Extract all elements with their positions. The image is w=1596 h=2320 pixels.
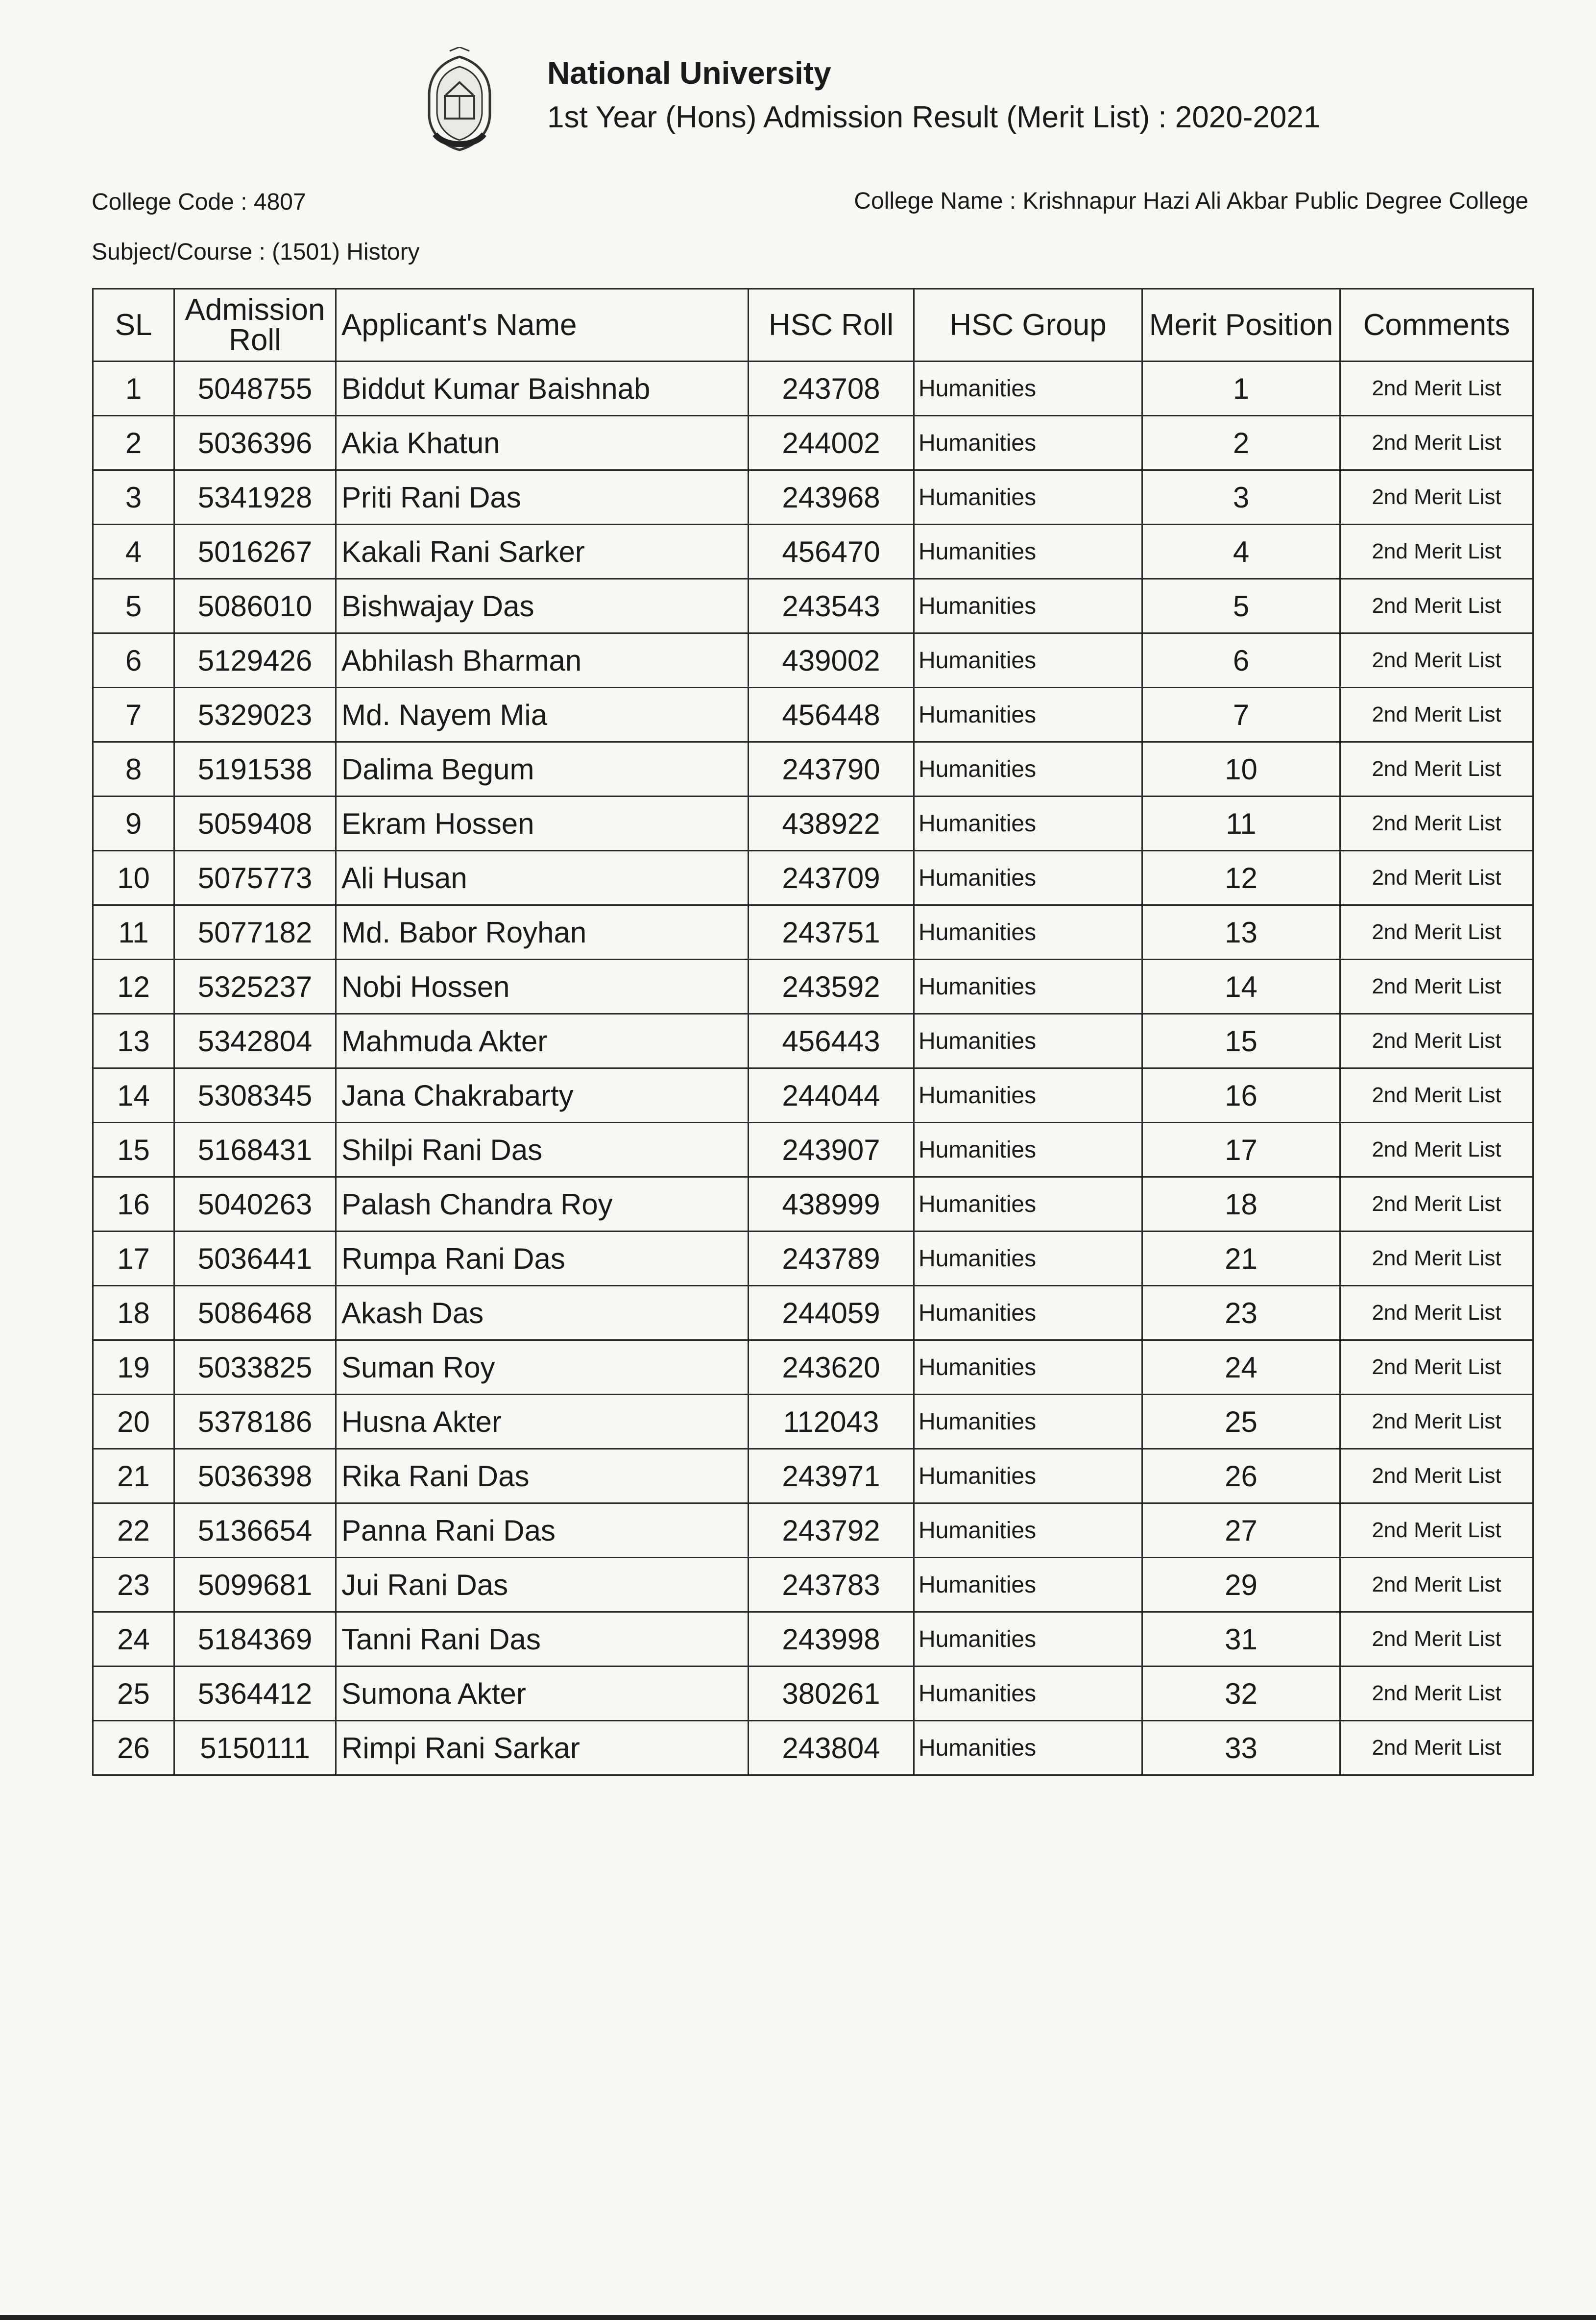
cell-merit-position: 4 <box>1142 525 1340 579</box>
cell-applicant-name: Sumona Akter <box>336 1667 749 1721</box>
cell-comments: 2nd Merit List <box>1340 1612 1533 1667</box>
table-row <box>93 1449 1533 1503</box>
cell-hsc-group: Humanities <box>914 851 1142 905</box>
table-row <box>93 1503 1533 1558</box>
cell-hsc-roll: 243789 <box>749 1232 914 1286</box>
cell-admission-roll: 5325237 <box>174 960 336 1014</box>
cell-hsc-group: Humanities <box>914 1123 1142 1177</box>
cell-admission-roll: 5036441 <box>174 1232 336 1286</box>
college-name: College Name : Krishnapur Hazi Ali Akbar Public Degree College <box>854 188 1528 214</box>
subject-course: Subject/Course : (1501) History <box>92 239 420 265</box>
cell-comments: 2nd Merit List <box>1340 960 1533 1014</box>
cell-sl: 20 <box>93 1395 174 1449</box>
cell-admission-roll: 5036398 <box>174 1449 336 1503</box>
cell-hsc-roll: 243804 <box>749 1721 914 1775</box>
cell-comments: 2nd Merit List <box>1340 1395 1533 1449</box>
merit-list-table <box>92 288 1534 1776</box>
cell-comments: 2nd Merit List <box>1340 1177 1533 1232</box>
cell-merit-position: 13 <box>1142 905 1340 960</box>
table-header-row <box>93 289 1533 362</box>
table-row <box>93 525 1533 579</box>
table-row <box>93 1177 1533 1232</box>
cell-sl: 23 <box>93 1558 174 1612</box>
cell-applicant-name: Nobi Hossen <box>336 960 749 1014</box>
cell-comments: 2nd Merit List <box>1340 579 1533 633</box>
cell-merit-position: 6 <box>1142 633 1340 688</box>
cell-hsc-roll: 438999 <box>749 1177 914 1232</box>
cell-hsc-roll: 243968 <box>749 470 914 525</box>
cell-sl: 19 <box>93 1340 174 1395</box>
cell-hsc-roll: 243792 <box>749 1503 914 1558</box>
cell-hsc-roll: 456470 <box>749 525 914 579</box>
table-row <box>93 579 1533 633</box>
cell-merit-position: 29 <box>1142 1558 1340 1612</box>
cell-sl: 13 <box>93 1014 174 1068</box>
cell-merit-position: 26 <box>1142 1449 1340 1503</box>
cell-hsc-roll: 438922 <box>749 797 914 851</box>
cell-sl: 15 <box>93 1123 174 1177</box>
cell-comments: 2nd Merit List <box>1340 1667 1533 1721</box>
table-row <box>93 416 1533 470</box>
cell-sl: 16 <box>93 1177 174 1232</box>
table-row <box>93 1667 1533 1721</box>
cell-hsc-roll: 243907 <box>749 1123 914 1177</box>
cell-sl: 1 <box>93 362 174 416</box>
table-row <box>93 1232 1533 1286</box>
cell-admission-roll: 5329023 <box>174 688 336 742</box>
cell-hsc-roll: 243751 <box>749 905 914 960</box>
table-row <box>93 905 1533 960</box>
cell-admission-roll: 5129426 <box>174 633 336 688</box>
cell-merit-position: 18 <box>1142 1177 1340 1232</box>
table-row <box>93 1558 1533 1612</box>
cell-hsc-roll: 244059 <box>749 1286 914 1340</box>
column-header-admission-roll <box>174 289 336 362</box>
table-row <box>93 1286 1533 1340</box>
cell-applicant-name: Palash Chandra Roy <box>336 1177 749 1232</box>
cell-merit-position: 25 <box>1142 1395 1340 1449</box>
cell-hsc-group: Humanities <box>914 688 1142 742</box>
cell-comments: 2nd Merit List <box>1340 416 1533 470</box>
cell-merit-position: 33 <box>1142 1721 1340 1775</box>
cell-hsc-group: Humanities <box>914 1667 1142 1721</box>
cell-comments: 2nd Merit List <box>1340 797 1533 851</box>
cell-hsc-group: Humanities <box>914 470 1142 525</box>
cell-comments: 2nd Merit List <box>1340 1721 1533 1775</box>
cell-admission-roll: 5168431 <box>174 1123 336 1177</box>
cell-hsc-group: Humanities <box>914 1340 1142 1395</box>
cell-hsc-group: Humanities <box>914 905 1142 960</box>
cell-admission-roll: 5048755 <box>174 362 336 416</box>
cell-hsc-roll: 243592 <box>749 960 914 1014</box>
scan-edge <box>0 2315 1596 2320</box>
cell-merit-position: 23 <box>1142 1286 1340 1340</box>
cell-merit-position: 10 <box>1142 742 1340 797</box>
table-row <box>93 1395 1533 1449</box>
table-row <box>93 742 1533 797</box>
cell-applicant-name: Rimpi Rani Sarkar <box>336 1721 749 1775</box>
cell-admission-roll: 5342804 <box>174 1014 336 1068</box>
cell-admission-roll: 5036396 <box>174 416 336 470</box>
cell-sl: 10 <box>93 851 174 905</box>
cell-sl: 9 <box>93 797 174 851</box>
cell-admission-roll: 5040263 <box>174 1177 336 1232</box>
cell-hsc-roll: 243620 <box>749 1340 914 1395</box>
cell-hsc-group: Humanities <box>914 1503 1142 1558</box>
cell-hsc-roll: 243790 <box>749 742 914 797</box>
cell-applicant-name: Jui Rani Das <box>336 1558 749 1612</box>
cell-applicant-name: Md. Babor Royhan <box>336 905 749 960</box>
cell-hsc-roll: 456443 <box>749 1014 914 1068</box>
cell-comments: 2nd Merit List <box>1340 1340 1533 1395</box>
cell-sl: 4 <box>93 525 174 579</box>
cell-merit-position: 16 <box>1142 1068 1340 1123</box>
cell-comments: 2nd Merit List <box>1340 1503 1533 1558</box>
cell-hsc-group: Humanities <box>914 1612 1142 1667</box>
cell-hsc-roll: 456448 <box>749 688 914 742</box>
cell-hsc-roll: 112043 <box>749 1395 914 1449</box>
cell-merit-position: 27 <box>1142 1503 1340 1558</box>
cell-comments: 2nd Merit List <box>1340 742 1533 797</box>
cell-merit-position: 11 <box>1142 797 1340 851</box>
cell-hsc-roll: 244002 <box>749 416 914 470</box>
table-row <box>93 1068 1533 1123</box>
cell-admission-roll: 5308345 <box>174 1068 336 1123</box>
cell-merit-position: 7 <box>1142 688 1340 742</box>
cell-hsc-roll: 243709 <box>749 851 914 905</box>
table-row <box>93 1340 1533 1395</box>
column-header-comments: Comments <box>1340 289 1533 362</box>
column-header-hsc-roll: HSC Roll <box>749 289 914 362</box>
cell-comments: 2nd Merit List <box>1340 362 1533 416</box>
cell-sl: 7 <box>93 688 174 742</box>
cell-applicant-name: Rika Rani Das <box>336 1449 749 1503</box>
cell-admission-roll: 5075773 <box>174 851 336 905</box>
cell-admission-roll: 5086468 <box>174 1286 336 1340</box>
university-title: National University <box>547 55 831 91</box>
cell-admission-roll: 5077182 <box>174 905 336 960</box>
cell-sl: 18 <box>93 1286 174 1340</box>
cell-merit-position: 3 <box>1142 470 1340 525</box>
cell-applicant-name: Panna Rani Das <box>336 1503 749 1558</box>
cell-comments: 2nd Merit List <box>1340 1286 1533 1340</box>
cell-applicant-name: Tanni Rani Das <box>336 1612 749 1667</box>
cell-comments: 2nd Merit List <box>1340 1014 1533 1068</box>
table-row <box>93 1014 1533 1068</box>
table-row <box>93 1123 1533 1177</box>
cell-hsc-group: Humanities <box>914 1177 1142 1232</box>
cell-merit-position: 12 <box>1142 851 1340 905</box>
cell-merit-position: 21 <box>1142 1232 1340 1286</box>
cell-applicant-name: Suman Roy <box>336 1340 749 1395</box>
cell-sl: 21 <box>93 1449 174 1503</box>
cell-applicant-name: Shilpi Rani Das <box>336 1123 749 1177</box>
cell-hsc-roll: 243783 <box>749 1558 914 1612</box>
cell-merit-position: 15 <box>1142 1014 1340 1068</box>
cell-applicant-name: Kakali Rani Sarker <box>336 525 749 579</box>
cell-applicant-name: Bishwajay Das <box>336 579 749 633</box>
cell-merit-position: 17 <box>1142 1123 1340 1177</box>
cell-sl: 2 <box>93 416 174 470</box>
cell-comments: 2nd Merit List <box>1340 470 1533 525</box>
cell-applicant-name: Jana Chakrabarty <box>336 1068 749 1123</box>
cell-applicant-name: Priti Rani Das <box>336 470 749 525</box>
table-row <box>93 960 1533 1014</box>
cell-hsc-group: Humanities <box>914 1721 1142 1775</box>
cell-hsc-roll: 244044 <box>749 1068 914 1123</box>
table-row <box>93 1721 1533 1775</box>
cell-comments: 2nd Merit List <box>1340 525 1533 579</box>
cell-hsc-group: Humanities <box>914 1395 1142 1449</box>
cell-hsc-roll: 243708 <box>749 362 914 416</box>
cell-comments: 2nd Merit List <box>1340 1558 1533 1612</box>
cell-merit-position: 31 <box>1142 1612 1340 1667</box>
cell-merit-position: 14 <box>1142 960 1340 1014</box>
cell-applicant-name: Md. Nayem Mia <box>336 688 749 742</box>
table-row <box>93 797 1533 851</box>
cell-applicant-name: Rumpa Rani Das <box>336 1232 749 1286</box>
cell-sl: 25 <box>93 1667 174 1721</box>
cell-sl: 6 <box>93 633 174 688</box>
cell-sl: 14 <box>93 1068 174 1123</box>
cell-admission-roll: 5033825 <box>174 1340 336 1395</box>
cell-hsc-group: Humanities <box>914 1558 1142 1612</box>
cell-hsc-group: Humanities <box>914 797 1142 851</box>
table-row <box>93 688 1533 742</box>
cell-hsc-group: Humanities <box>914 525 1142 579</box>
cell-comments: 2nd Merit List <box>1340 688 1533 742</box>
cell-applicant-name: Abhilash Bharman <box>336 633 749 688</box>
cell-merit-position: 32 <box>1142 1667 1340 1721</box>
cell-sl: 17 <box>93 1232 174 1286</box>
cell-hsc-group: Humanities <box>914 416 1142 470</box>
cell-sl: 26 <box>93 1721 174 1775</box>
column-header-merit-position: Merit Position <box>1142 289 1340 362</box>
cell-merit-position: 24 <box>1142 1340 1340 1395</box>
column-header-hsc-group: HSC Group <box>914 289 1142 362</box>
cell-hsc-group: Humanities <box>914 1068 1142 1123</box>
cell-admission-roll: 5184369 <box>174 1612 336 1667</box>
cell-admission-roll: 5191538 <box>174 742 336 797</box>
cell-comments: 2nd Merit List <box>1340 1068 1533 1123</box>
cell-applicant-name: Dalima Begum <box>336 742 749 797</box>
cell-sl: 5 <box>93 579 174 633</box>
cell-applicant-name: Biddut Kumar Baishnab <box>336 362 749 416</box>
cell-applicant-name: Husna Akter <box>336 1395 749 1449</box>
cell-comments: 2nd Merit List <box>1340 905 1533 960</box>
cell-admission-roll: 5016267 <box>174 525 336 579</box>
table-row <box>93 362 1533 416</box>
table-row <box>93 633 1533 688</box>
cell-hsc-group: Humanities <box>914 579 1142 633</box>
cell-sl: 22 <box>93 1503 174 1558</box>
cell-merit-position: 5 <box>1142 579 1340 633</box>
cell-hsc-group: Humanities <box>914 1232 1142 1286</box>
cell-applicant-name: Akash Das <box>336 1286 749 1340</box>
cell-comments: 2nd Merit List <box>1340 633 1533 688</box>
cell-admission-roll: 5378186 <box>174 1395 336 1449</box>
national-university-seal-icon <box>415 47 504 155</box>
cell-comments: 2nd Merit List <box>1340 1123 1533 1177</box>
cell-hsc-roll: 439002 <box>749 633 914 688</box>
cell-sl: 11 <box>93 905 174 960</box>
cell-hsc-group: Humanities <box>914 1286 1142 1340</box>
cell-admission-roll: 5136654 <box>174 1503 336 1558</box>
cell-applicant-name: Mahmuda Akter <box>336 1014 749 1068</box>
column-header-applicant-name: Applicant's Name <box>336 289 749 362</box>
cell-hsc-group: Humanities <box>914 633 1142 688</box>
cell-merit-position: 2 <box>1142 416 1340 470</box>
cell-hsc-roll: 380261 <box>749 1667 914 1721</box>
cell-hsc-group: Humanities <box>914 362 1142 416</box>
result-subtitle: 1st Year (Hons) Admission Result (Merit List) : 2020-2021 <box>547 100 1321 134</box>
cell-applicant-name: Ali Husan <box>336 851 749 905</box>
cell-sl: 3 <box>93 470 174 525</box>
cell-admission-roll: 5150111 <box>174 1721 336 1775</box>
cell-applicant-name: Akia Khatun <box>336 416 749 470</box>
table-row <box>93 851 1533 905</box>
cell-admission-roll: 5341928 <box>174 470 336 525</box>
college-code: College Code : 4807 <box>92 189 306 215</box>
cell-sl: 12 <box>93 960 174 1014</box>
admission-roll-header-line2: Roll <box>229 323 281 357</box>
cell-hsc-roll: 243971 <box>749 1449 914 1503</box>
cell-admission-roll: 5086010 <box>174 579 336 633</box>
cell-comments: 2nd Merit List <box>1340 851 1533 905</box>
cell-comments: 2nd Merit List <box>1340 1449 1533 1503</box>
table-row <box>93 470 1533 525</box>
cell-applicant-name: Ekram Hossen <box>336 797 749 851</box>
table-row <box>93 1612 1533 1667</box>
column-header-sl: SL <box>93 289 174 362</box>
cell-hsc-group: Humanities <box>914 742 1142 797</box>
cell-hsc-group: Humanities <box>914 960 1142 1014</box>
cell-merit-position: 1 <box>1142 362 1340 416</box>
cell-hsc-group: Humanities <box>914 1449 1142 1503</box>
cell-hsc-roll: 243998 <box>749 1612 914 1667</box>
cell-admission-roll: 5099681 <box>174 1558 336 1612</box>
admission-roll-header-line1: Admission <box>185 292 325 327</box>
cell-admission-roll: 5364412 <box>174 1667 336 1721</box>
cell-admission-roll: 5059408 <box>174 797 336 851</box>
cell-sl: 24 <box>93 1612 174 1667</box>
cell-hsc-group: Humanities <box>914 1014 1142 1068</box>
cell-hsc-roll: 243543 <box>749 579 914 633</box>
cell-sl: 8 <box>93 742 174 797</box>
cell-comments: 2nd Merit List <box>1340 1232 1533 1286</box>
